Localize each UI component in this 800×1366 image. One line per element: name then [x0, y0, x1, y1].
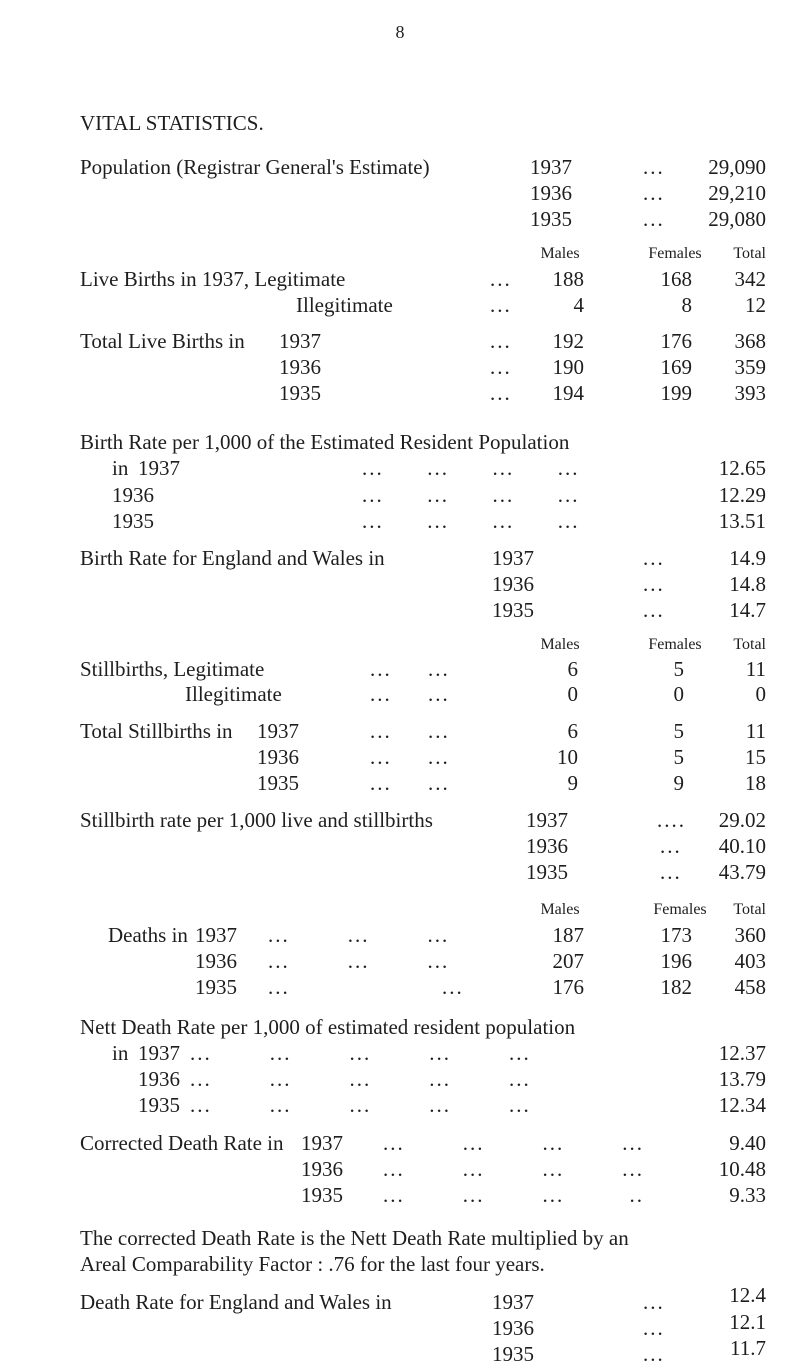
year-label: 1936	[195, 949, 237, 973]
year-label: 1936	[492, 1316, 534, 1340]
column-header-females: Females	[648, 636, 702, 653]
leader-dots: ... ...	[370, 657, 450, 681]
leader-dots: ...	[643, 546, 665, 570]
leader-dots: ....	[657, 808, 686, 832]
page-title: VITAL STATISTICS.	[80, 111, 264, 135]
stillbirths-legitimate-label: Stillbirths, Legitimate	[80, 657, 265, 681]
birth-rate-ew-value: 14.8	[729, 572, 766, 596]
year-label: 1937	[138, 456, 180, 480]
column-header-total: Total	[733, 245, 766, 262]
note-line-2: Areal Comparability Factor : .76 for the last four years.	[80, 1252, 545, 1276]
birth-rate-ew-value: 14.7	[729, 598, 766, 622]
males-cell: 190	[552, 355, 584, 379]
death-rate-ew-label: Death Rate for England and Wales in	[80, 1290, 392, 1314]
nett-death-rate-value: 12.34	[718, 1093, 766, 1117]
males-cell: 6	[567, 719, 578, 743]
death-rate-ew-value: 12.1	[729, 1310, 766, 1334]
birth-rate-value: 12.29	[718, 483, 766, 507]
total-cell: 359	[734, 355, 766, 379]
total-cell: 11	[745, 657, 766, 681]
population-value: 29,080	[708, 207, 766, 231]
year-label: 1936	[526, 834, 568, 858]
males-cell: 0	[567, 682, 578, 706]
year-label: 1937	[195, 923, 237, 947]
year-label: 1937	[138, 1041, 180, 1065]
leader-dots: ... ... ... ... ...	[190, 1093, 531, 1117]
leader-dots: ... ...	[370, 771, 450, 795]
population-value: 29,210	[708, 181, 766, 205]
leader-dots: ...	[643, 572, 665, 596]
leader-dots: ... ...	[370, 745, 450, 769]
birth-rate-value: 13.51	[718, 509, 766, 533]
leader-dots: ...	[643, 207, 665, 231]
year-label: 1937	[492, 1290, 534, 1314]
leader-dots: ...	[490, 293, 512, 317]
year-label: 1935	[257, 771, 299, 795]
nett-death-rate-value: 12.37	[718, 1041, 766, 1065]
population-year: 1935	[530, 207, 572, 231]
column-header-males: Males	[540, 636, 580, 653]
females-cell: 5	[673, 719, 684, 743]
females-cell: 199	[660, 381, 692, 405]
leader-dots: ...	[490, 267, 512, 291]
birth-rate-ew-label: Birth Rate for England and Wales in	[80, 546, 385, 570]
total-cell: 342	[734, 267, 766, 291]
leader-dots: ...	[643, 598, 665, 622]
year-label: 1937	[301, 1131, 343, 1155]
nett-death-rate-label: Nett Death Rate per 1,000 of estimated resident population	[80, 1015, 576, 1039]
leader-dots: ... ...	[370, 719, 450, 743]
death-rate-ew-value: 12.4	[729, 1283, 766, 1307]
males-cell: 192	[552, 329, 584, 353]
year-label: 1937	[526, 808, 568, 832]
leader-dots: ... ... ...	[268, 923, 450, 947]
stillbirth-rate-label: Stillbirth rate per 1,000 live and stillbirths	[80, 808, 433, 832]
page-number: 8	[395, 22, 405, 42]
females-cell: 173	[660, 923, 692, 947]
females-cell: 196	[660, 949, 692, 973]
females-cell: 9	[673, 771, 684, 795]
females-cell: 168	[660, 267, 692, 291]
total-cell: 0	[755, 682, 766, 706]
leader-dots: ...	[643, 1316, 665, 1340]
leader-dots: ...	[660, 860, 682, 884]
leader-dots: ...	[490, 329, 512, 353]
males-cell: 10	[557, 745, 578, 769]
males-cell: 188	[552, 267, 584, 291]
total-cell: 360	[734, 923, 766, 947]
corrected-death-rate-value: 10.48	[718, 1157, 766, 1181]
leader-dots: ...	[660, 834, 682, 858]
females-cell: 176	[660, 329, 692, 353]
population-label: Population (Registrar General's Estimate)	[80, 155, 430, 179]
population-value: 29,090	[708, 155, 766, 179]
stillbirth-rate-value: 40.10	[718, 834, 766, 858]
females-cell: 169	[660, 355, 692, 379]
males-cell: 187	[552, 923, 584, 947]
stillbirths-illegitimate-label: Illegitimate	[185, 682, 282, 706]
year-label: 1935	[301, 1183, 343, 1207]
total-cell: 403	[734, 949, 766, 973]
leader-dots: ... ... ... ...	[362, 509, 580, 533]
males-cell: 176	[552, 975, 584, 999]
year-label: 1935	[492, 1342, 534, 1366]
column-header-males: Males	[540, 901, 580, 918]
stillbirth-rate-value: 43.79	[718, 860, 766, 884]
year-label: 1936	[257, 745, 299, 769]
live-births-illegitimate-label: Illegitimate	[296, 293, 393, 317]
total-cell: 18	[745, 771, 766, 795]
total-cell: 11	[745, 719, 766, 743]
year-label: 1935	[279, 381, 321, 405]
leader-dots: ...	[490, 381, 512, 405]
females-cell: 8	[681, 293, 692, 317]
year-label: 1935	[492, 598, 534, 622]
corrected-death-rate-value: 9.40	[729, 1131, 766, 1155]
population-year: 1936	[530, 181, 572, 205]
year-label: 1936	[492, 572, 534, 596]
leader-dots: ... ...	[370, 682, 450, 706]
leader-dots: ... ... ... ..	[383, 1183, 644, 1207]
males-cell: 207	[552, 949, 584, 973]
leader-dots: ...	[643, 181, 665, 205]
nett-death-rate-value: 13.79	[718, 1067, 766, 1091]
males-cell: 9	[567, 771, 578, 795]
total-cell: 393	[734, 381, 766, 405]
females-cell: 5	[673, 657, 684, 681]
males-cell: 4	[573, 293, 584, 317]
total-cell: 368	[734, 329, 766, 353]
death-rate-ew-value: 11.7	[730, 1336, 766, 1360]
in-label: in	[112, 456, 129, 480]
year-label: 1937	[257, 719, 299, 743]
total-stillbirths-label: Total Stillbirths in	[80, 719, 233, 743]
year-label: 1937	[492, 546, 534, 570]
females-cell: 0	[673, 682, 684, 706]
leader-dots: ...	[643, 1342, 665, 1366]
leader-dots: ... ... ...	[268, 949, 450, 973]
column-header-females: Females	[653, 901, 707, 918]
year-label: 1936	[112, 483, 154, 507]
leader-dots: ... ... ... ... ...	[190, 1041, 531, 1065]
total-cell: 12	[745, 293, 766, 317]
total-cell: 458	[734, 975, 766, 999]
leader-dots: ... ...	[268, 975, 464, 999]
leader-dots: ... ... ... ...	[383, 1157, 644, 1181]
corrected-death-rate-value: 9.33	[729, 1183, 766, 1207]
year-label: 1936	[279, 355, 321, 379]
females-cell: 182	[660, 975, 692, 999]
males-cell: 194	[552, 381, 584, 405]
leader-dots: ...	[643, 1290, 665, 1314]
leader-dots: ...	[490, 355, 512, 379]
column-header-females: Females	[648, 245, 702, 262]
leader-dots: ... ... ... ...	[362, 483, 580, 507]
in-label: in	[112, 1041, 129, 1065]
males-cell: 6	[567, 657, 578, 681]
corrected-death-rate-label: Corrected Death Rate in	[80, 1131, 284, 1155]
column-header-total: Total	[733, 636, 766, 653]
year-label: 1936	[138, 1067, 180, 1091]
birth-rate-label: Birth Rate per 1,000 of the Estimated Resident Population	[80, 430, 570, 454]
total-live-births-label: Total Live Births in	[80, 329, 245, 353]
birth-rate-ew-value: 14.9	[729, 546, 766, 570]
live-births-legitimate-label: Live Births in 1937, Legitimate	[80, 267, 346, 291]
birth-rate-value: 12.65	[718, 456, 766, 480]
leader-dots: ...	[643, 155, 665, 179]
column-header-total: Total	[733, 901, 766, 918]
year-label: 1935	[138, 1093, 180, 1117]
deaths-label: Deaths in	[108, 923, 188, 947]
year-label: 1935	[112, 509, 154, 533]
population-year: 1937	[530, 155, 572, 179]
note-line-1: The corrected Death Rate is the Nett Death Rate multiplied by an	[80, 1226, 629, 1250]
year-label: 1937	[279, 329, 321, 353]
year-label: 1936	[301, 1157, 343, 1181]
leader-dots: ... ... ... ...	[383, 1131, 644, 1155]
females-cell: 5	[673, 745, 684, 769]
year-label: 1935	[526, 860, 568, 884]
leader-dots: ... ... ... ...	[362, 456, 580, 480]
leader-dots: ... ... ... ... ...	[190, 1067, 531, 1091]
total-cell: 15	[745, 745, 766, 769]
stillbirth-rate-value: 29.02	[718, 808, 766, 832]
column-header-males: Males	[540, 245, 580, 262]
year-label: 1935	[195, 975, 237, 999]
